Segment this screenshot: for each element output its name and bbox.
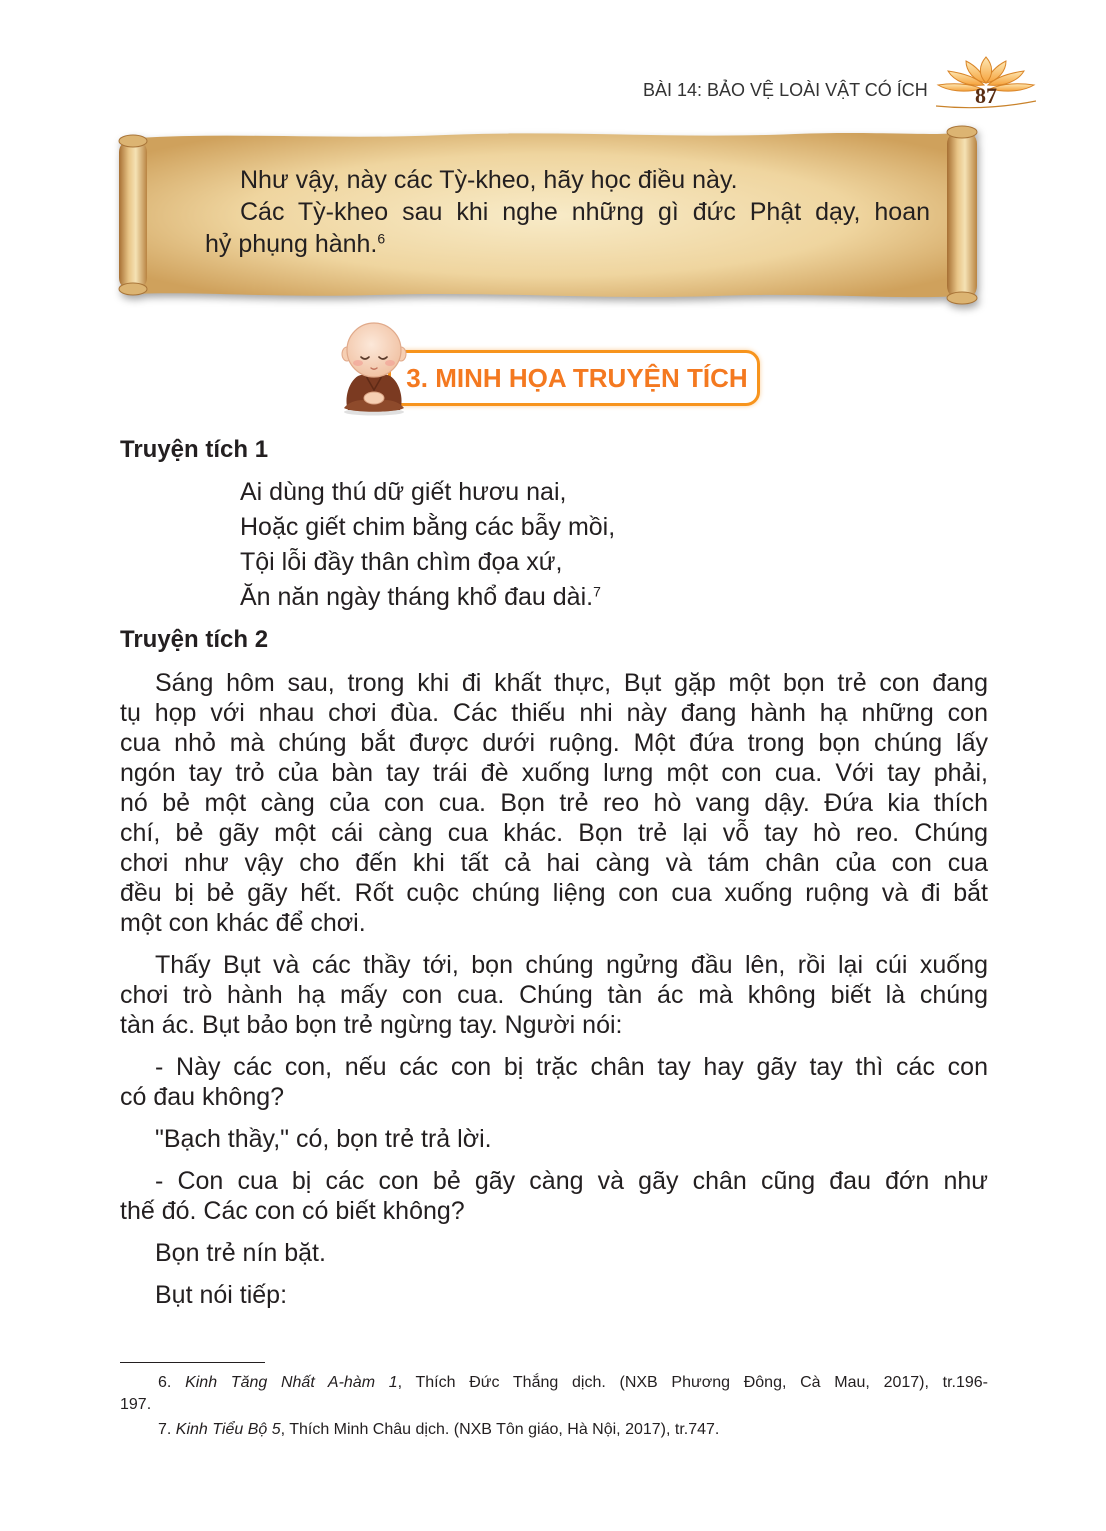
paragraph-line: chí, bẻ gãy một cái càng cua khác. Bọn trẻ lại vỗ tay hò reo. Chúng	[120, 819, 988, 847]
footnote-line	[120, 1372, 988, 1394]
paragraph-line: một con khác để chơi.	[120, 909, 366, 937]
scroll-quote	[205, 164, 930, 260]
footnote-details: , Thích Đức Thắng dịch. (NXB Phương Đông, Cà Mau, 2017), tr.196-	[397, 1374, 988, 1391]
lesson-title-header: BÀI 14: BẢO VỆ LOÀI VẬT CÓ ÍCH	[643, 80, 928, 100]
footnote	[120, 1372, 988, 1416]
verse-line: Ai dùng thú dữ giết hươu nai,	[240, 478, 567, 506]
section-banner	[388, 350, 760, 406]
story-paragraph	[120, 1280, 988, 1310]
verse-line-text: Ăn năn ngày tháng khổ đau dài.	[240, 583, 594, 611]
footnote-source-title: Kinh Tăng Nhất A-hàm 1	[185, 1374, 398, 1391]
story-paragraph	[120, 1166, 988, 1226]
paragraph-line: ngón tay trỏ của bàn tay trái đè xuống lưng một con cua. Với tay phải,	[120, 759, 988, 787]
page-number: 87	[975, 83, 997, 108]
footnote	[120, 1419, 988, 1441]
story-2-body	[120, 668, 988, 1310]
paragraph-line: tàn ác. Bụt bảo bọn trẻ ngừng tay. Người nói:	[120, 1011, 623, 1039]
paragraph-line: nó bẻ một càng của con cua. Bọn trẻ reo hò vang dậy. Đứa kia thích	[120, 789, 988, 817]
footnote-separator	[120, 1362, 265, 1363]
footnote-number: 6.	[158, 1374, 172, 1391]
paragraph-line: tụ họp với nhau chơi đùa. Các thiếu nhi này đang hành hạ những con	[120, 699, 988, 727]
footnote-line	[120, 1419, 988, 1441]
story-1-heading: Truyện tích 1	[120, 436, 269, 463]
footnote-source-title: Kinh Tiểu Bộ 5	[175, 1421, 281, 1438]
footnote-ref: 7	[593, 583, 601, 600]
story-paragraph	[120, 668, 988, 938]
paragraph-line: - Này các con, nếu các con bị trặc chân tay hay gãy tay thì các con	[155, 1053, 988, 1081]
lotus-icon	[936, 53, 1036, 111]
story-paragraph	[120, 1052, 988, 1112]
story-paragraph	[120, 1238, 988, 1268]
paragraph-line: cua nhỏ mà chúng bắt được dưới ruộng. Một đứa trong bọn chúng lấy	[120, 729, 988, 757]
story-2-heading: Truyện tích 2	[120, 626, 269, 653]
paragraph-line: có đau không?	[120, 1083, 285, 1111]
paragraph-line: Sáng hôm sau, trong khi đi khất thực, Bụt gặp một bọn trẻ con đang	[155, 669, 988, 697]
story-1-verse	[240, 475, 615, 615]
footnote-line: 197.	[120, 1396, 152, 1413]
paragraph-line: Bụt nói tiếp:	[155, 1281, 288, 1309]
scroll-line: Như vậy, này các Tỳ-kheo, hãy học điều này.	[240, 166, 738, 194]
paragraph-line: Bọn trẻ nín bặt.	[155, 1239, 326, 1267]
scroll-line: Các Tỳ-kheo sau khi nghe những gì đức Phật dạy, hoan	[240, 198, 930, 226]
paragraph-line: Thấy Bụt và các thầy tới, bọn chúng ngửng đầu lên, rồi lại cúi xuống	[155, 951, 988, 979]
section-title: 3. MINH HỌA TRUYỆN TÍCH	[406, 362, 748, 393]
paragraph-line: "Bạch thầy," có, bọn trẻ trả lời.	[155, 1125, 492, 1153]
story-paragraph	[120, 950, 988, 1040]
footnote-number: 7.	[158, 1421, 172, 1438]
story-paragraph	[120, 1124, 988, 1154]
scroll-line-text: hỷ phụng hành.	[205, 230, 378, 258]
paragraph-line: đều bị bẻ gãy hết. Rốt cuộc chúng liệng con cua xuống ruộng và đi bắt	[120, 879, 988, 907]
verse-line: Hoặc giết chim bằng các bẫy mồi,	[240, 513, 616, 541]
paragraph-line: chơi trò hành hạ mấy con cua. Chúng tàn ác mà không biết là chúng	[120, 981, 988, 1009]
footnote-details: , Thích Minh Châu dịch. (NXB Tôn giáo, Hà Nội, 2017), tr.747.	[280, 1421, 720, 1438]
footnotes	[120, 1372, 988, 1441]
paragraph-line: thế đó. Các con có biết không?	[120, 1197, 465, 1225]
monk-mascot-icon	[336, 316, 412, 416]
verse-line: Tội lỗi đầy thân chìm đọa xứ,	[240, 548, 563, 576]
paragraph-line: chơi như vậy cho đến khi tất cả hai càng và tám chân của con cua	[120, 849, 988, 877]
paragraph-line: - Con cua bị các con bẻ gãy càng và gãy chân cũng đau đớn như	[155, 1167, 988, 1195]
footnote-ref: 6	[377, 230, 386, 247]
verse-line	[240, 580, 615, 615]
scroll-line	[205, 228, 930, 260]
